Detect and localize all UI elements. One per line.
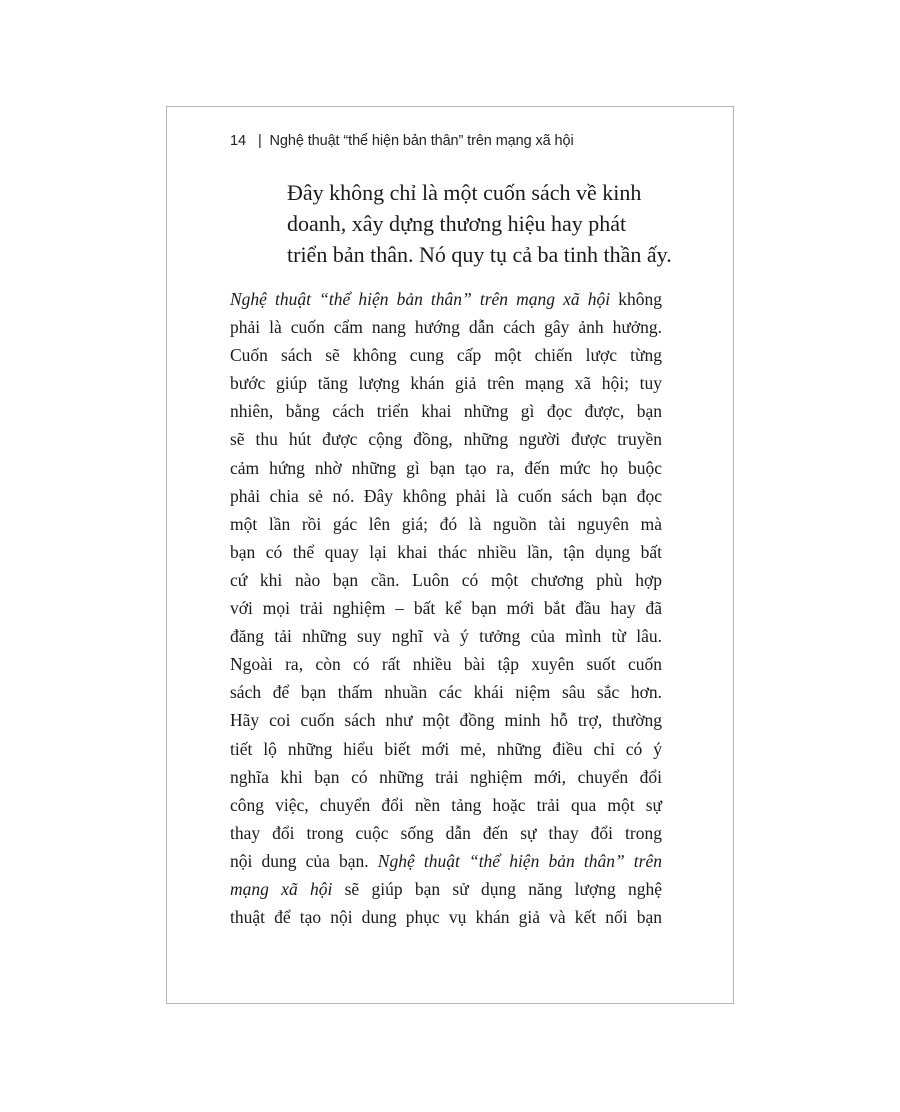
body-line: cứ khi nào bạn cần. Luôn có một chương phù hợp	[230, 569, 662, 590]
body-line: sách để bạn thấm nhuần các khái niệm sâu sắc hơn.	[230, 682, 662, 703]
body-line: Ngoài ra, còn có rất nhiều bài tập xuyên suốt cuốn	[230, 654, 662, 675]
pull-quote-line: Đây không chỉ là một cuốn sách về kinh	[287, 180, 642, 205]
body-line: phải chia sẻ nó. Đây không phải là cuốn sách bạn đọc	[230, 485, 662, 506]
body-line: nhiên, bằng cách triển khai những gì đọc được, bạn	[230, 401, 662, 422]
body-line: Hãy coi cuốn sách như một đồng minh hỗ trợ, thường	[230, 710, 662, 731]
body-line: sẽ thu hút được cộng đồng, những người được truyền	[230, 429, 662, 450]
book-title-italic: mạng xã hội	[230, 878, 333, 899]
body-line: nội dung của bạn. Nghệ thuật “thể hiện bản thân” trên	[230, 850, 662, 871]
running-header	[230, 133, 574, 149]
pull-quote-line: triển bản thân. Nó quy tụ cả ba tinh thần ấy.	[287, 242, 672, 267]
pull-quote	[287, 177, 707, 270]
book-page	[166, 106, 734, 1004]
running-title: Nghệ thuật “thể hiện bản thân” trên mạng xã hội	[269, 133, 574, 149]
body-line: Nghệ thuật “thể hiện bản thân” trên mạng xã hội không	[230, 289, 662, 309]
book-title-italic: Nghệ thuật “thể hiện bản thân” trên mạng xã hội	[230, 289, 611, 309]
body-line: bạn có thể quay lại khai thác nhiều lần, tận dụng bất	[230, 541, 662, 562]
book-title-italic: Nghệ thuật “thể hiện bản thân” trên	[377, 850, 662, 871]
body-paragraph	[230, 285, 662, 931]
body-line: đăng tải những suy nghĩ và ý tưởng của mình từ lâu.	[230, 626, 662, 647]
body-line: công việc, chuyển đổi nền tảng hoặc trải qua một sự	[230, 794, 662, 815]
body-line: thuật để tạo nội dung phục vụ khán giả và kết nối bạn	[230, 907, 662, 928]
body-line: Cuốn sách sẽ không cung cấp một chiến lược từng	[230, 345, 662, 366]
body-line: phải là cuốn cẩm nang hướng dẫn cách gây ảnh hưởng.	[230, 317, 662, 338]
body-line: với mọi trải nghiệm – bất kể bạn mới bắt đầu hay đã	[230, 598, 662, 619]
body-line: tiết lộ những hiểu biết mới mẻ, những điều chỉ có ý	[230, 738, 662, 759]
header-separator: |	[257, 133, 262, 149]
body-line: mạng xã hội sẽ giúp bạn sử dụng năng lượng nghệ	[230, 878, 662, 899]
body-line: thay đổi trong cuộc sống dẫn đến sự thay đổi trong	[230, 822, 662, 843]
body-line: bước giúp tăng lượng khán giả trên mạng xã hội; tuy	[230, 373, 662, 394]
body-line: cảm hứng nhờ những gì bạn tạo ra, đến mức họ buộc	[230, 457, 662, 478]
pull-quote-line: doanh, xây dựng thương hiệu hay phát	[287, 211, 627, 236]
body-line: nghĩa khi bạn có những trải nghiệm mới, chuyển đổi	[230, 766, 662, 787]
page-number: 14	[230, 133, 246, 149]
body-line: một lần rồi gác lên giá; đó là nguồn tài nguyên mà	[230, 513, 662, 534]
